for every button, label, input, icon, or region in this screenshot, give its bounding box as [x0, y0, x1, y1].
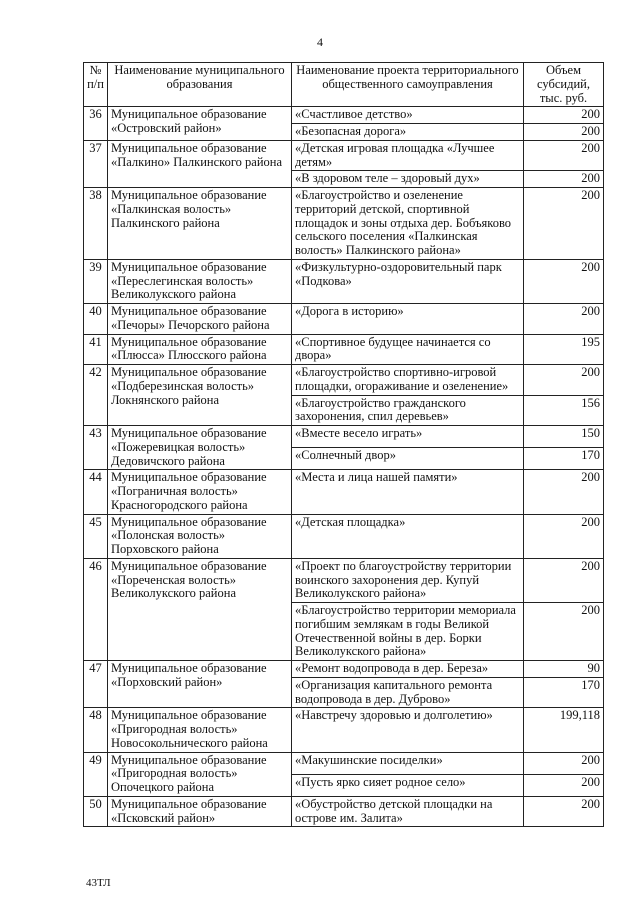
row-number: 39 — [84, 259, 108, 303]
table-row — [84, 304, 604, 335]
municipality-name: Муниципальное образование «Пограничная волость» Красногородского района — [108, 470, 292, 514]
table-row — [84, 796, 604, 827]
row-number: 37 — [84, 140, 108, 187]
municipality-name: Муниципальное образование «Печоры» Печорского района — [108, 304, 292, 335]
table-row — [84, 140, 604, 171]
subsidy-amount: 200 — [524, 188, 604, 260]
subsidy-amount: 200 — [524, 470, 604, 514]
project-title: «Детская площадка» — [292, 514, 524, 558]
table-row — [84, 365, 604, 396]
table-row — [84, 107, 604, 124]
page-number: 4 — [317, 35, 323, 49]
project-title: «Благоустройство территории мемориала погибшим землякам в годы Великой Отечественной войны в дер. Борки Великолукского района» — [292, 603, 524, 661]
subsidy-amount: 90 — [524, 661, 604, 678]
subsidy-amount: 200 — [524, 558, 604, 602]
row-number: 49 — [84, 752, 108, 796]
subsidy-amount: 200 — [524, 603, 604, 661]
subsidy-amount: 200 — [524, 752, 604, 774]
header-num: № п/п — [84, 63, 108, 107]
subsidy-table — [83, 62, 604, 827]
subsidy-amount: 200 — [524, 796, 604, 827]
table-row — [84, 514, 604, 558]
row-number: 45 — [84, 514, 108, 558]
project-title: «Обустройство детской площадки на острове им. Залита» — [292, 796, 524, 827]
table-row — [84, 426, 604, 448]
subsidy-amount: 170 — [524, 448, 604, 470]
subsidy-amount: 200 — [524, 304, 604, 335]
table-row — [84, 259, 604, 303]
row-number: 36 — [84, 107, 108, 141]
header-project: Наименование проекта территориального общественного самоуправления — [292, 63, 524, 107]
project-title: «Благоустройство и озеленение территорий детской, спортивной площадок и зоны отдыха дер. Бобъяково сельского поселения «Палкинская волость» Палкинского района» — [292, 188, 524, 260]
header-municipality: Наименование муниципального образования — [108, 63, 292, 107]
subsidy-amount: 199,118 — [524, 708, 604, 752]
project-title: «Проект по благоустройству территории воинского захоронения дер. Купуй Великолукского района» — [292, 558, 524, 602]
table-row — [84, 661, 604, 678]
subsidy-amount: 156 — [524, 395, 604, 426]
subsidy-amount: 195 — [524, 334, 604, 365]
project-title: «Пусть ярко сияет родное село» — [292, 774, 524, 796]
municipality-name: Муниципальное образование «Плюсса» Плюсского района — [108, 334, 292, 365]
subsidy-amount: 200 — [524, 124, 604, 141]
municipality-name: Муниципальное образование «Переслегинская волость» Великолукского района — [108, 259, 292, 303]
row-number: 44 — [84, 470, 108, 514]
project-title: «Вместе весело играть» — [292, 426, 524, 448]
project-title: «Счастливое детство» — [292, 107, 524, 124]
table-header-row — [84, 63, 604, 107]
subsidy-amount: 200 — [524, 107, 604, 124]
footer-code: 43ТЛ — [86, 876, 111, 889]
project-title: «Безопасная дорога» — [292, 124, 524, 141]
subsidy-amount: 170 — [524, 677, 604, 708]
table-row — [84, 188, 604, 260]
subsidy-amount: 200 — [524, 171, 604, 188]
project-title: «Спортивное будущее начинается со двора» — [292, 334, 524, 365]
municipality-name: Муниципальное образование «Порховский район» — [108, 661, 292, 708]
project-title: «Организация капитального ремонта водопровода в дер. Дуброво» — [292, 677, 524, 708]
table-row — [84, 558, 604, 602]
row-number: 40 — [84, 304, 108, 335]
table-row — [84, 334, 604, 365]
municipality-name: Муниципальное образование «Островский район» — [108, 107, 292, 141]
municipality-name: Муниципальное образование «Палкинская волость» Палкинского района — [108, 188, 292, 260]
subsidy-amount: 200 — [524, 514, 604, 558]
table-body — [84, 107, 604, 827]
municipality-name: Муниципальное образование «Пореченская волость» Великолукского района — [108, 558, 292, 660]
row-number: 47 — [84, 661, 108, 708]
project-title: «Благоустройство спортивно-игровой площадки, огораживание и озеленение» — [292, 365, 524, 396]
project-title: «Дорога в историю» — [292, 304, 524, 335]
table-row — [84, 708, 604, 752]
project-title: «В здоровом теле – здоровый дух» — [292, 171, 524, 188]
project-title: «Ремонт водопровода в дер. Береза» — [292, 661, 524, 678]
municipality-name: Муниципальное образование «Полонская волость» Порховского района — [108, 514, 292, 558]
municipality-name: Муниципальное образование «Пригородная волость» Новосокольнического района — [108, 708, 292, 752]
subsidy-amount: 200 — [524, 140, 604, 171]
project-title: «Физкультурно-оздоровительный парк «Подкова» — [292, 259, 524, 303]
row-number: 43 — [84, 426, 108, 470]
project-title: «Навстречу здоровью и долголетию» — [292, 708, 524, 752]
header-amount: Объем субсидий, тыс. руб. — [524, 63, 604, 107]
project-title: «Солнечный двор» — [292, 448, 524, 470]
municipality-name: Муниципальное образование «Пригородная волость» Опочецкого района — [108, 752, 292, 796]
row-number: 42 — [84, 365, 108, 426]
subsidy-amount: 200 — [524, 365, 604, 396]
subsidy-amount: 200 — [524, 774, 604, 796]
row-number: 38 — [84, 188, 108, 260]
row-number: 50 — [84, 796, 108, 827]
subsidy-amount: 200 — [524, 259, 604, 303]
municipality-name: Муниципальное образование «Палкино» Палкинского района — [108, 140, 292, 187]
subsidy-amount: 150 — [524, 426, 604, 448]
row-number: 48 — [84, 708, 108, 752]
row-number: 41 — [84, 334, 108, 365]
municipality-name: Муниципальное образование «Пожеревицкая волость» Дедовичского района — [108, 426, 292, 470]
project-title: «Места и лица нашей памяти» — [292, 470, 524, 514]
row-number: 46 — [84, 558, 108, 660]
municipality-name: Муниципальное образование «Псковский район» — [108, 796, 292, 827]
table-row — [84, 752, 604, 774]
municipality-name: Муниципальное образование «Подберезинская волость» Локнянского района — [108, 365, 292, 426]
project-title: «Макушинские посиделки» — [292, 752, 524, 774]
project-title: «Благоустройство гражданского захоронения, спил деревьев» — [292, 395, 524, 426]
table-row — [84, 470, 604, 514]
project-title: «Детская игровая площадка «Лучшее детям» — [292, 140, 524, 171]
